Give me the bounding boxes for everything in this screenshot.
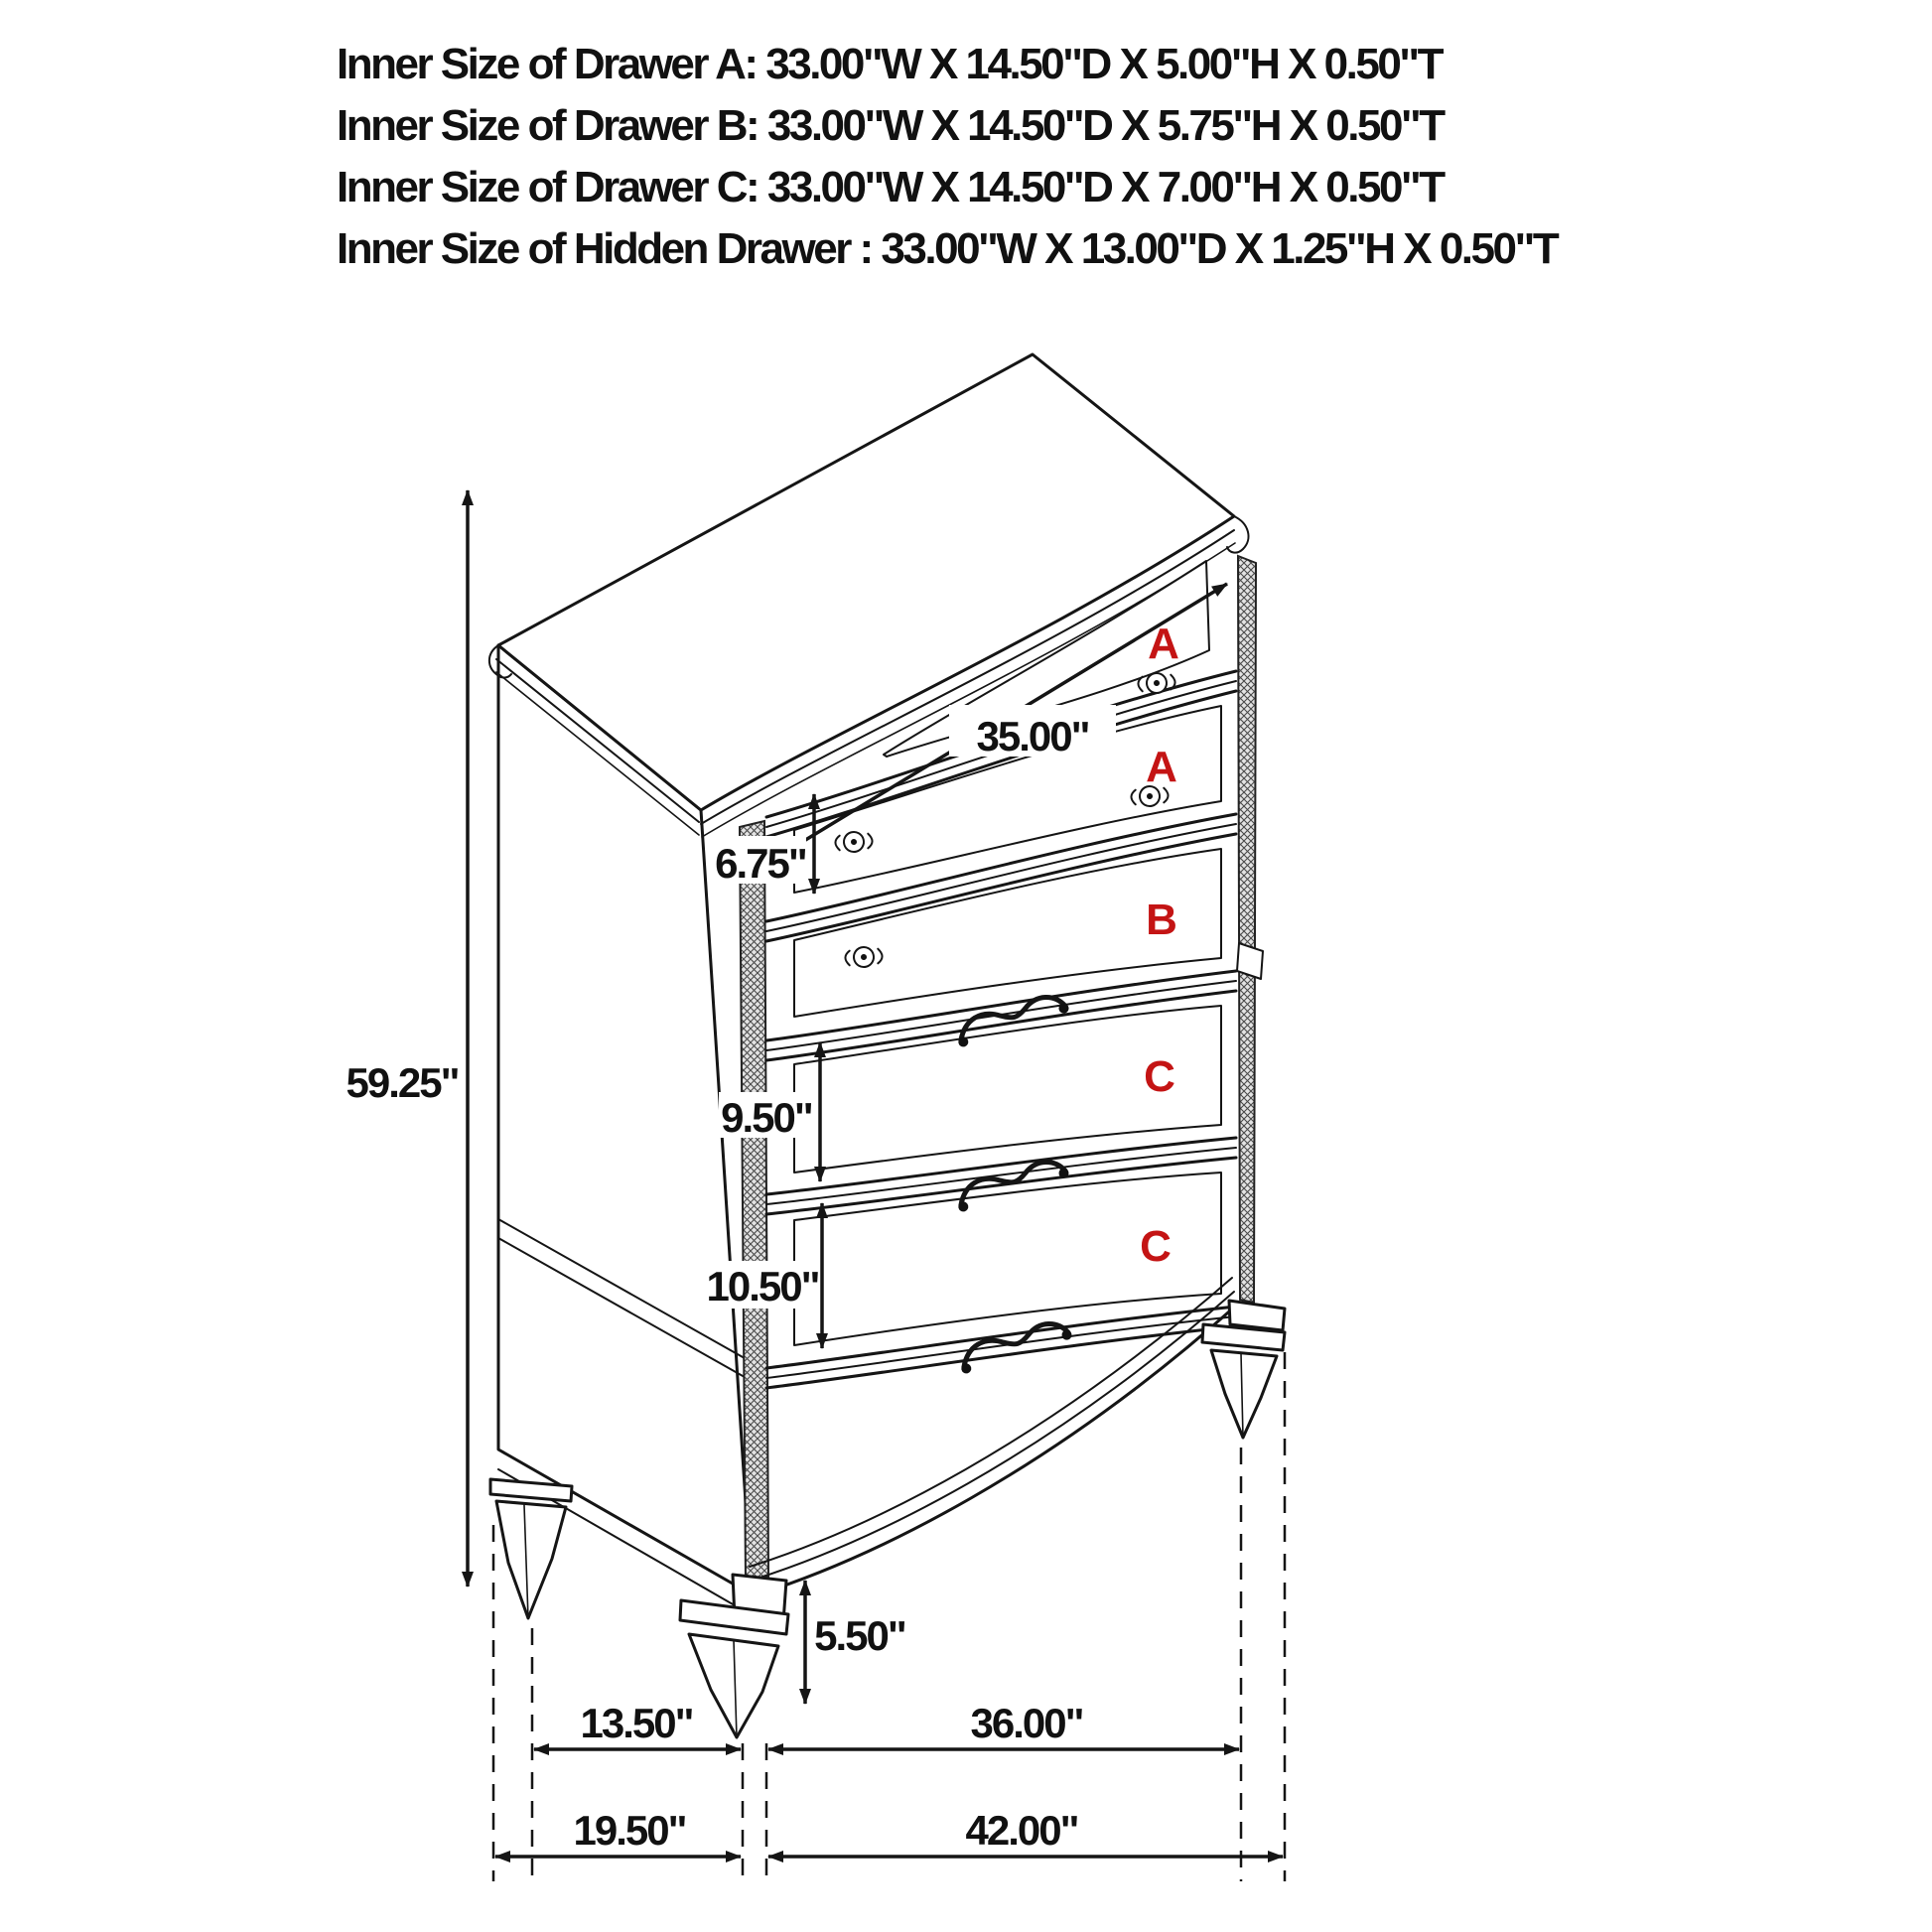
back-left-leg — [490, 1479, 572, 1618]
drawer-letter-a2: A — [1146, 743, 1177, 791]
dim-label-overall-height: 59.25" — [345, 1059, 459, 1106]
inner-size-line-hidden: Inner Size of Hidden Drawer : 33.00"W X 13.00"D X 1.25"H X 0.50"T — [337, 224, 1558, 273]
right-corner-stile — [1237, 556, 1263, 1303]
dim-label-drawer-c1-height: 9.50" — [721, 1094, 812, 1141]
dim-label-drawer-a-height: 6.75" — [715, 840, 806, 887]
drawer-letter-a1: A — [1148, 620, 1179, 668]
inner-size-line-a: Inner Size of Drawer A: 33.00"W X 14.50"D X 5.00"H X 0.50"T — [337, 40, 1443, 88]
front-left-leg — [680, 1575, 788, 1737]
inner-size-line-b: Inner Size of Drawer B: 33.00"W X 14.50"D X 5.75"H X 0.50"T — [337, 101, 1444, 150]
drawer-letter-c2: C — [1140, 1222, 1172, 1271]
left-corner-stile — [740, 821, 768, 1583]
drawer-letter-c1: C — [1144, 1052, 1175, 1101]
dim-label-overall-depth: 19.50" — [573, 1807, 686, 1854]
dim-label-leg-height: 5.50" — [814, 1612, 905, 1659]
dim-label-leg-depth-span: 13.50" — [580, 1700, 693, 1746]
dim-label-front-leg-span: 36.00" — [970, 1700, 1083, 1746]
drawer-letter-b: B — [1146, 896, 1177, 944]
top-right-moulding-curl — [1227, 516, 1249, 553]
dim-label-drawer-c2-height: 10.50" — [706, 1263, 819, 1310]
inner-size-line-c: Inner Size of Drawer C: 33.00"W X 14.50"D X 7.00"H X 0.50"T — [337, 163, 1444, 211]
dim-label-top-width: 35.00" — [976, 713, 1089, 759]
dim-label-overall-width: 42.00" — [965, 1807, 1078, 1854]
